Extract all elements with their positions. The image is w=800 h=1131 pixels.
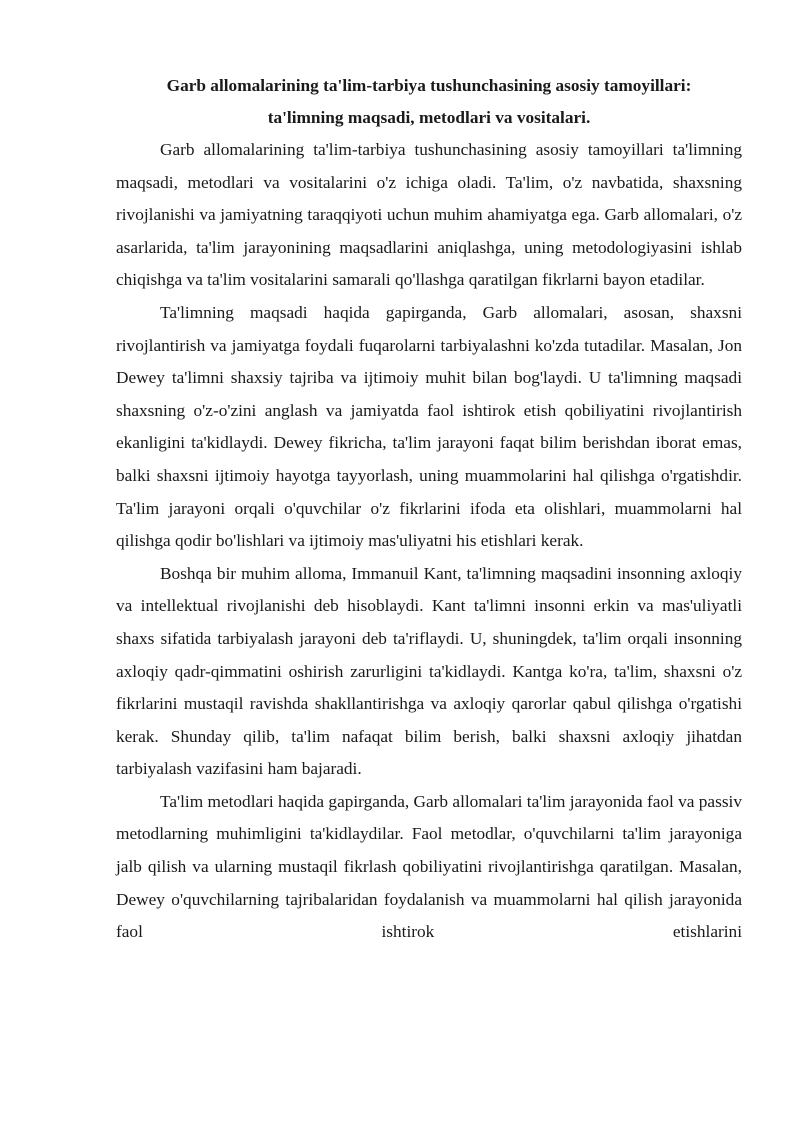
paragraph-2: Ta'limning maqsadi haqida gapirganda, Garb allomalari, asosan, shaxsni rivojlantirish va jamiyatga foydali fuqarolarni tarbiyalashni ko'zda tutadilar. Masalan, Jon Dewey ta'limni shaxsiy tajriba va ijtimoiy muhit bilan bog'laydi. U ta'limning maqsadi shaxsning o'z-o'zini anglash va jamiyatda faol ishtirok etish qobiliyatini rivojlantirish ekanligini ta'kidlaydi. Dewey fikricha, ta'lim jarayoni faqat bilim berishdan iborat emas, balki shaxsni ijtimoiy hayotga tayyorlash, uning muammolarini hal qilishga o'rgatishdir. Ta'lim jarayoni orqali o'quvchilar o'z fikrlarini ifoda eta olishlari, muammolarni hal qilishga qodir bo'lishlari va ijtimoiy mas'uliyatni his etishlari kerak. [116,302,742,551]
paragraph-4: Ta'lim metodlari haqida gapirganda, Garb allomalari ta'lim jarayonida faol va passiv metodlarning muhimligini ta'kidlaydilar. Faol metodlar, o'quvchilarni ta'lim jarayoniga jalb qilish va ularning mustaqil fikrlash qobiliyatini rivojlantirishga qaratilgan. Masalan, Dewey o'quvchilarning tajribalaridan foydalanish va muammolarni hal qilish jarayonida faol ishtirok etishlarini [116,791,742,942]
paragraph-3: Boshqa bir muhim alloma, Immanuil Kant, ta'limning maqsadini insonning axloqiy va intellektual rivojlanishi deb hisoblaydi. Kant ta'limni insonni erkin va mas'uliyatli shaxs sifatida tarbiyalash jarayoni deb ta'riflaydi. U, shuningdek, ta'lim orqali insonning axloqiy qadr-qimmatini oshirish zarurligini ta'kidlaydi. Kantga ko'ra, ta'lim, shaxsni o'z fikrlarini mustaqil ravishda shakllantirishga va axloqiy qarorlar qabul qilishga o'rgatishi kerak. Shunday qilib, ta'lim nafaqat bilim berish, balki shaxsni axloqiy jihatdan tarbiyalash vazifasini ham bajaradi. [116,563,742,779]
document-title [116,70,742,134]
paragraph-1: Garb allomalarining ta'lim-tarbiya tushunchasining asosiy tamoyillari ta'limning maqsadi, metodlari va vositalarini o'z ichiga oladi. Ta'lim, o'z navbatida, shaxsning rivojlanishi va jamiyatning taraqqiyoti uchun muhim ahamiyatga ega. Garb allomalari, o'z asarlarida, ta'lim jarayonining maqsadlarini aniqlashga, uning metodologiyasini ishlab chiqishga va ta'lim vositalarini samarali qo'llashga qaratilgan fikrlarni bayon etadilar. [116,140,742,290]
title-line-2: ta'limning maqsadi, metodlari va vositalari. [267,108,591,127]
title-line-1: Garb allomalarining ta'lim-tarbiya tushunchasining asosiy tamoyillari: [166,76,692,95]
